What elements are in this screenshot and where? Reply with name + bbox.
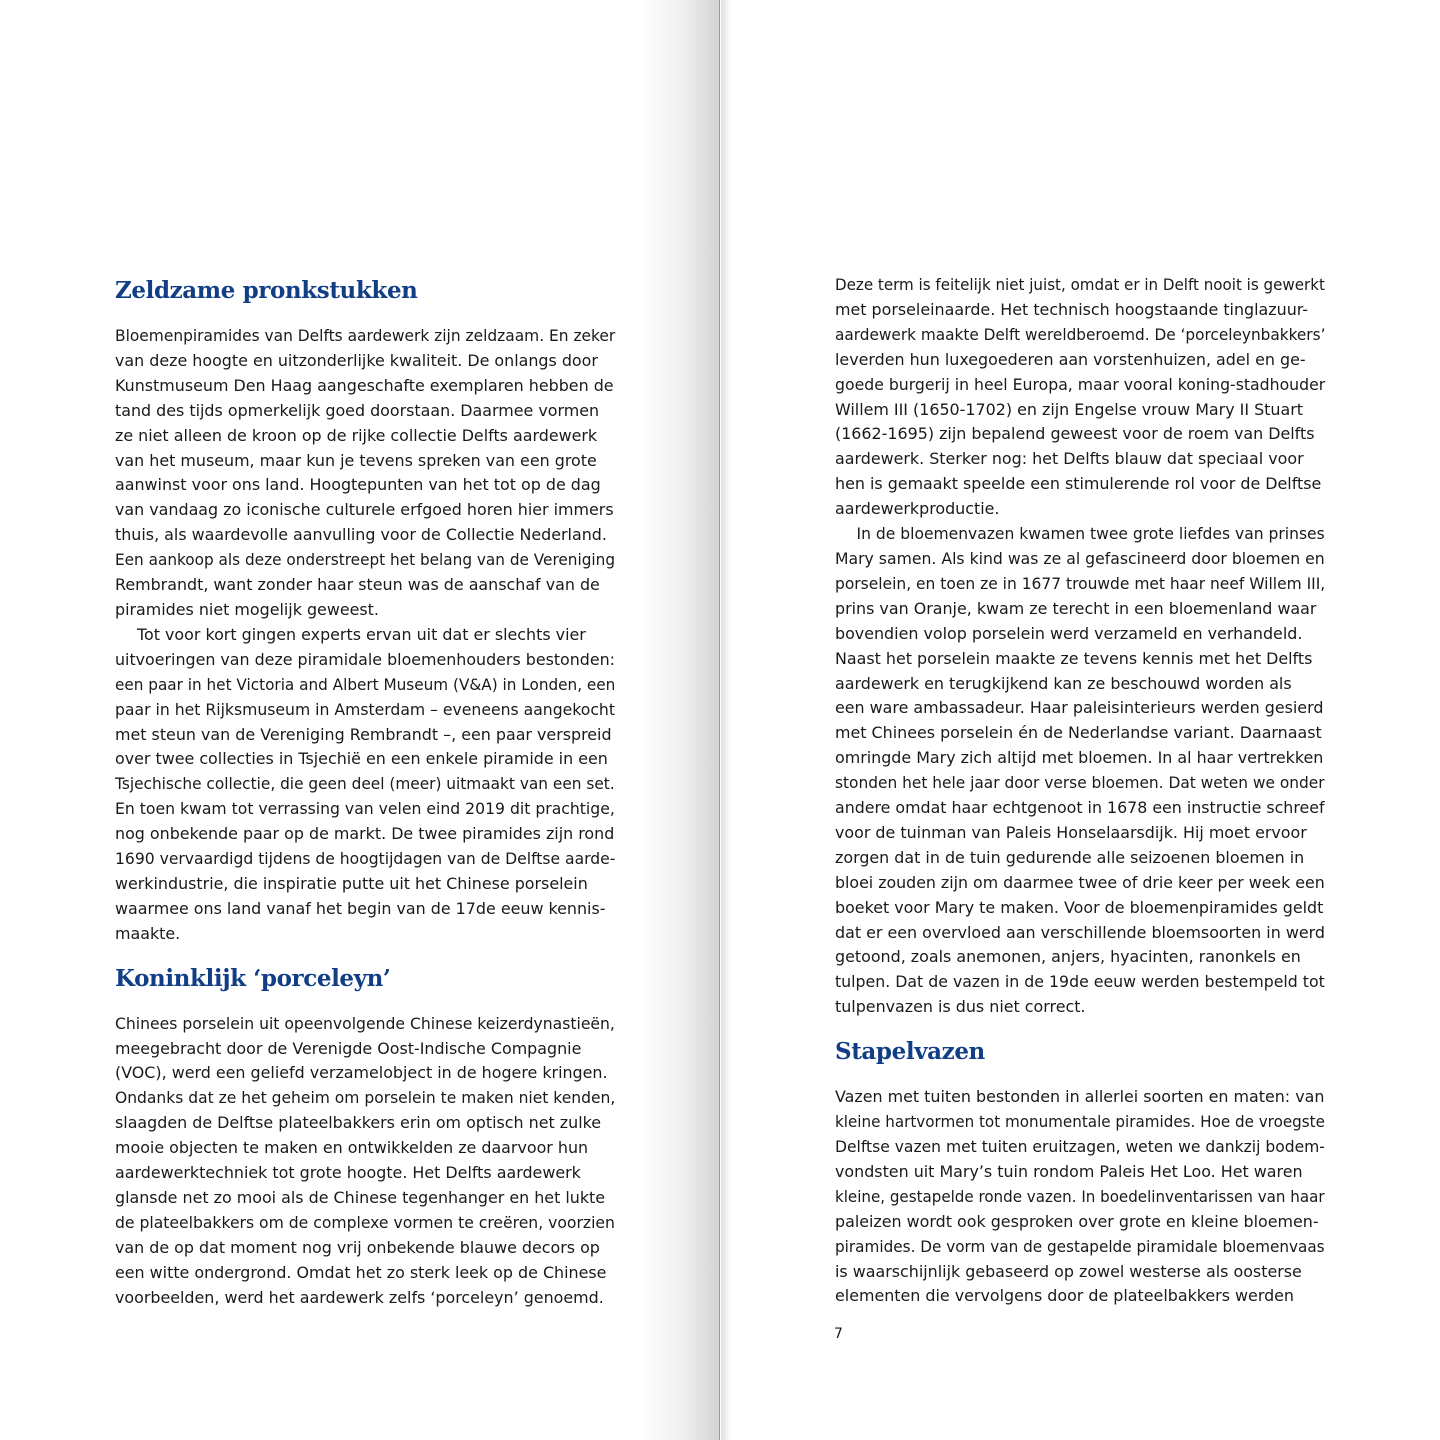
right-paragraph-2 xyxy=(835,522,1325,1020)
text-line: Mary samen. Als kind was ze al gefascineerd door bloemen en xyxy=(835,548,1325,568)
text-line: Willem III (1650-1702) en zijn Engelse vrouw Mary II Stuart xyxy=(835,399,1303,419)
text-line: Tot voor kort gingen experts ervan uit dat er slechts vier xyxy=(137,624,586,644)
text-line: porselein, en toen ze in 1677 trouwde met haar neef Willem III, xyxy=(835,573,1326,593)
left-paragraph-2 xyxy=(115,623,615,947)
text-line: uitvoeringen van deze piramidale bloemenhouders bestonden: xyxy=(115,649,616,669)
text-line: (VOC), werd een geliefd verzamelobject in de hogere kringen. xyxy=(115,1063,608,1083)
text-line: piramides niet mogelijk geweest. xyxy=(115,599,379,619)
text-line: tand des tijds opmerkelijk goed doorstaan. Daarmee vormen xyxy=(115,400,600,420)
text-line: glansde net zo mooi als de Chinese tegenhanger en het lukte xyxy=(115,1188,606,1207)
text-line: kleine hartvormen tot monumentale piramides. Hoe de vroegste xyxy=(835,1112,1325,1132)
text-line: met porseleinaarde. Het technisch hoogstaande tinglazuur- xyxy=(835,299,1309,319)
text-line: paar in het Rijksmuseum in Amsterdam – eveneens aangekocht xyxy=(115,699,615,719)
text-line: maakte. xyxy=(115,923,181,943)
text-line: slaagden de Delftse plateelbakkers erin om optisch net zulke xyxy=(115,1113,602,1133)
text-line: met Chinees porselein én de Nederlandse variant. Daarnaast xyxy=(835,723,1322,743)
text-line: hen is gemaakt speelde een stimulerende rol voor de Delftse xyxy=(835,474,1322,494)
text-line: Tsjechische collectie, die geen deel (meer) uitmaakt van een set. xyxy=(115,774,615,794)
text-line: vondsten uit Mary’s tuin rondom Paleis Het Loo. Het waren xyxy=(835,1161,1303,1181)
text-line: 1690 vervaardigd tijdens de hoogtijdagen van de Delftse aarde- xyxy=(115,849,616,869)
text-line: goede burgerij in heel Europa, maar vooral koning-stadhouder xyxy=(835,374,1326,394)
text-line: met steun van de Vereniging Rembrandt –, een paar verspreid xyxy=(115,724,612,744)
text-line: Deze term is feitelijk niet juist, omdat er in Delft nooit is gewerkt xyxy=(835,275,1325,294)
text-line: bloei zouden zijn om daarmee twee of drie keer per week een xyxy=(835,872,1325,892)
right-paragraph-1 xyxy=(835,273,1325,522)
text-line: een ware ambassadeur. Haar paleisinterieurs werden gesierd xyxy=(835,698,1324,718)
text-line: piramides. De vorm van de gestapelde piramidale bloemenvaas xyxy=(835,1236,1325,1256)
text-line: Vazen met tuiten bestonden in allerlei soorten en maten: van xyxy=(835,1087,1325,1107)
text-line: de plateelbakkers om de complexe vormen te creëren, voorzien xyxy=(115,1212,615,1232)
text-line: aardewerktechniek tot grote hoogte. Het Delfts aardewerk xyxy=(115,1163,581,1183)
text-line: van vandaag zo iconische culturele erfgoed horen hier immers xyxy=(115,500,614,520)
left-paragraph-1 xyxy=(115,324,615,623)
text-line: elementen die vervolgens door de plateelbakkers werden xyxy=(835,1286,1295,1306)
text-line: meegebracht door de Verenigde Oost-Indische Compagnie xyxy=(115,1038,582,1058)
text-line: omringde Mary zich altijd met bloemen. In al haar vertrekken xyxy=(835,748,1324,768)
heading-koninklijk-porceleyn: Koninklijk ‘porceleyn’ xyxy=(115,964,391,992)
text-line: En toen kwam tot verrassing van velen eind 2019 dit prachtige, xyxy=(115,799,615,819)
text-line: aardewerk. Sterker nog: het Delfts blauw dat speciaal voor xyxy=(835,449,1304,469)
text-line: van het museum, maar kun je tevens spreken van een grote xyxy=(115,450,597,470)
text-line: Een aankoop als deze onderstreept het belang van de Vereniging xyxy=(115,550,616,570)
left-column xyxy=(115,273,615,1311)
text-line: zorgen dat in de tuin gedurende alle seizoenen bloemen in xyxy=(835,847,1305,867)
text-line: aardewerk maakte Delft wereldberoemd. De ‘porceleynbakkers’ xyxy=(835,324,1326,344)
text-line: dat er een overvloed aan verschillende bloemsoorten in werd xyxy=(835,922,1325,942)
text-line: mooie objecten te maken en ontwikkelden ze daarvoor hun xyxy=(115,1138,589,1158)
text-line: is waarschijnlijk gebaseerd op zowel westerse als oosterse xyxy=(835,1261,1302,1281)
text-line: kleine, gestapelde ronde vazen. In boedelinventarissen van haar xyxy=(835,1186,1325,1206)
page-number: 7 xyxy=(834,1326,843,1342)
text-line: getoond, zoals anemonen, anjers, hyacinten, ranonkels en xyxy=(835,947,1301,967)
gutter-shadow xyxy=(721,0,731,1440)
text-line: andere omdat haar echtgenoot in 1678 een instructie schreef xyxy=(835,798,1325,818)
text-line: prins van Oranje, kwam ze terecht in een bloemenland waar xyxy=(835,598,1317,618)
text-line: aardewerk en terugkijkend kan ze beschouwd worden als xyxy=(835,673,1292,693)
text-line: thuis, als waardevolle aanvulling voor de Collectie Nederland. xyxy=(115,525,607,545)
text-line: van de op dat moment nog vrij onbekende blauwe decors op xyxy=(115,1237,600,1257)
text-line: waarmee ons land vanaf het begin van de 17de eeuw kennis- xyxy=(115,898,606,918)
text-line: een witte ondergrond. Omdat het zo sterk leek op de Chinese xyxy=(115,1262,607,1282)
text-line: tulpen. Dat de vazen in de 19de eeuw werden bestempeld tot xyxy=(835,972,1325,992)
text-line: Delftse vazen met tuiten eruitzagen, weten we dankzij bodem- xyxy=(835,1137,1325,1156)
text-line: leverden hun luxegoederen aan vorstenhuizen, adel en ge- xyxy=(835,349,1306,369)
text-line: een paar in het Victoria and Albert Museum (V&A) in Londen, een xyxy=(115,674,616,694)
heading-stapelvazen: Stapelvazen xyxy=(835,1038,985,1066)
text-line: Rembrandt, want zonder haar steun was de aanschaf van de xyxy=(115,575,600,595)
text-line: Kunstmuseum Den Haag aangeschafte exemplaren hebben de xyxy=(115,375,614,395)
text-line: van deze hoogte en uitzonderlijke kwaliteit. De onlangs door xyxy=(115,350,598,370)
text-line: bovendien volop porselein werd verzameld en verhandeld. xyxy=(835,623,1303,643)
text-line: nog onbekende paar op de markt. De twee piramides zijn rond xyxy=(115,824,615,844)
text-line: stonden het hele jaar door verse bloemen. Dat weten we onder xyxy=(835,773,1325,793)
text-line: In de bloemenvazen kwamen twee grote liefdes van prinses xyxy=(856,524,1325,544)
text-line: over twee collecties in Tsjechië en een enkele piramide in een xyxy=(115,749,608,769)
text-line: Bloemenpiramides van Delfts aardewerk zijn zeldzaam. En zeker xyxy=(115,326,616,345)
text-line: ze niet alleen de kroon op de rijke collectie Delfts aardewerk xyxy=(115,425,598,445)
text-line: voorbeelden, werd het aardewerk zelfs ‘porceleyn’ genoemd. xyxy=(115,1287,604,1307)
text-line: aardewerkproductie. xyxy=(835,499,1000,519)
text-line: aanwinst voor ons land. Hoogtepunten van het tot op de dag xyxy=(115,475,601,495)
text-line: boeket voor Mary te maken. Voor de bloemenpiramides geldt xyxy=(835,897,1324,917)
text-line: paleizen wordt ook gesproken over grote en kleine bloemen- xyxy=(835,1211,1319,1231)
text-line: Naast het porselein maakte ze tevens kennis met het Delfts xyxy=(835,648,1313,668)
heading-zeldzame-pronkstukken: Zeldzame pronkstukken xyxy=(115,277,418,304)
text-line: (1662-1695) zijn bepalend geweest voor de roem van Delfts xyxy=(835,424,1315,444)
right-column xyxy=(835,273,1325,1309)
right-paragraph-3 xyxy=(835,1085,1325,1309)
gutter-shadow xyxy=(640,0,720,1440)
left-paragraph-3 xyxy=(115,1012,615,1311)
text-line: voor de tuinman van Paleis Honselaarsdijk. Hij moet ervoor xyxy=(835,822,1307,842)
text-line: tulpenvazen is dus niet correct. xyxy=(835,997,1086,1017)
text-line: werkindustrie, die inspiratie putte uit het Chinese porselein xyxy=(115,873,588,893)
text-line: Ondanks dat ze het geheim om porselein te maken niet kenden, xyxy=(115,1088,616,1108)
text-line: Chinees porselein uit opeenvolgende Chinese keizerdynastieën, xyxy=(115,1013,615,1033)
